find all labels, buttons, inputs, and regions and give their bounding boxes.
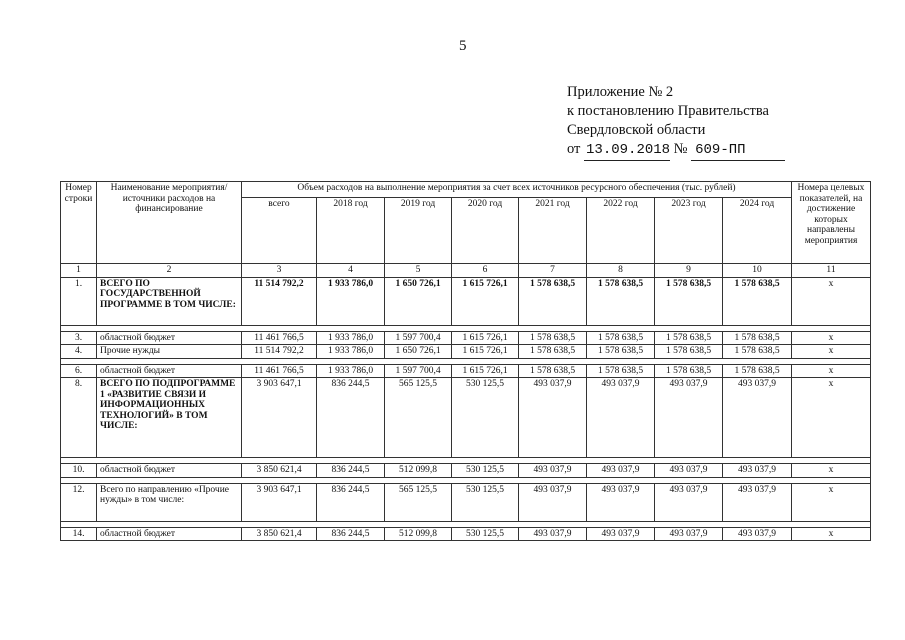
amount-cell: 512 099,8 <box>385 527 452 541</box>
amount-cell: 3 850 621,4 <box>242 464 317 478</box>
row-number-cell: 14. <box>61 527 97 541</box>
amount-cell: 1 597 700,4 <box>385 331 452 345</box>
header-volume: Объем расходов на выполнение мероприятия за счет всех источников ресурсного обеспечения (тыс. рублей) <box>242 182 792 198</box>
amount-cell: 3 903 647,1 <box>242 483 317 521</box>
header-year: 2021 год <box>519 198 587 264</box>
amount-cell: 493 037,9 <box>519 483 587 521</box>
column-number: 1 <box>61 264 97 278</box>
row-number-cell: 8. <box>61 378 97 458</box>
amount-cell: 493 037,9 <box>519 527 587 541</box>
amount-cell: 11 461 766,5 <box>242 364 317 378</box>
amount-cell: 11 514 792,2 <box>242 277 317 325</box>
table-row <box>61 345 871 359</box>
row-name-cell: областной бюджет <box>97 464 242 478</box>
amount-cell: 1 578 638,5 <box>519 331 587 345</box>
row-number-cell: 10. <box>61 464 97 478</box>
appendix-resolution: к постановлению Правительства <box>567 103 769 119</box>
header-row-top <box>61 182 871 198</box>
amount-cell: 11 514 792,2 <box>242 345 317 359</box>
amount-cell: 1 615 726,1 <box>452 277 519 325</box>
page-number: 5 <box>459 38 467 54</box>
row-name-cell: Прочие нужды <box>97 345 242 359</box>
indicator-cell: х <box>792 464 871 478</box>
row-number-cell: 3. <box>61 331 97 345</box>
amount-cell: 1 615 726,1 <box>452 364 519 378</box>
amount-cell: 493 037,9 <box>655 527 723 541</box>
column-number: 8 <box>587 264 655 278</box>
amount-cell: 565 125,5 <box>385 483 452 521</box>
column-number: 11 <box>792 264 871 278</box>
from-label: от <box>567 141 581 157</box>
amount-cell: 493 037,9 <box>587 527 655 541</box>
column-number: 5 <box>385 264 452 278</box>
appendix-region: Свердловской области <box>567 122 706 138</box>
amount-cell: 3 850 621,4 <box>242 527 317 541</box>
column-number: 3 <box>242 264 317 278</box>
amount-cell: 1 578 638,5 <box>723 331 792 345</box>
indicator-cell: х <box>792 331 871 345</box>
amount-cell: 836 244,5 <box>317 378 385 458</box>
column-number: 2 <box>97 264 242 278</box>
amount-cell: 1 933 786,0 <box>317 331 385 345</box>
header-year: 2018 год <box>317 198 385 264</box>
amount-cell: 1 578 638,5 <box>723 345 792 359</box>
indicator-cell: х <box>792 483 871 521</box>
amount-cell: 1 615 726,1 <box>452 331 519 345</box>
column-number: 6 <box>452 264 519 278</box>
indicator-cell: х <box>792 277 871 325</box>
row-name-cell: областной бюджет <box>97 364 242 378</box>
amount-cell: 836 244,5 <box>317 527 385 541</box>
amount-cell: 1 578 638,5 <box>587 345 655 359</box>
row-name-cell: областной бюджет <box>97 331 242 345</box>
appendix-date-line <box>567 140 785 161</box>
row-number-cell: 4. <box>61 345 97 359</box>
amount-cell: 1 578 638,5 <box>723 364 792 378</box>
amount-cell: 1 578 638,5 <box>655 331 723 345</box>
amount-cell: 530 125,5 <box>452 464 519 478</box>
amount-cell: 493 037,9 <box>723 483 792 521</box>
header-year: всего <box>242 198 317 264</box>
table-row <box>61 364 871 378</box>
amount-cell: 493 037,9 <box>655 378 723 458</box>
row-number-cell: 1. <box>61 277 97 325</box>
amount-cell: 530 125,5 <box>452 527 519 541</box>
budget-table <box>60 181 871 541</box>
header-year: 2023 год <box>655 198 723 264</box>
amount-cell: 1 578 638,5 <box>587 277 655 325</box>
indicator-cell: х <box>792 364 871 378</box>
row-name-cell: ВСЕГО ПО ГОСУДАРСТВЕННОЙ ПРОГРАММЕ В ТОМ ЧИСЛЕ: <box>97 277 242 325</box>
amount-cell: 493 037,9 <box>587 464 655 478</box>
amount-cell: 3 903 647,1 <box>242 378 317 458</box>
header-year: 2024 год <box>723 198 792 264</box>
amount-cell: 493 037,9 <box>655 464 723 478</box>
amount-cell: 565 125,5 <box>385 378 452 458</box>
amount-cell: 530 125,5 <box>452 483 519 521</box>
amount-cell: 493 037,9 <box>723 464 792 478</box>
header-year: 2020 год <box>452 198 519 264</box>
amount-cell: 1 578 638,5 <box>519 345 587 359</box>
row-name-cell: областной бюджет <box>97 527 242 541</box>
amount-cell: 1 933 786,0 <box>317 345 385 359</box>
resolution-number: 609-ПП <box>691 141 785 161</box>
amount-cell: 1 933 786,0 <box>317 364 385 378</box>
amount-cell: 1 650 726,1 <box>385 345 452 359</box>
amount-cell: 1 578 638,5 <box>655 277 723 325</box>
table-body <box>61 277 871 541</box>
row-number-cell: 12. <box>61 483 97 521</box>
header-row-no: Номер строки <box>61 182 97 264</box>
indicator-cell: х <box>792 345 871 359</box>
header-indicators: Номера целевых показателей, на достижение которых направлены мероприятия <box>792 182 871 264</box>
amount-cell: 530 125,5 <box>452 378 519 458</box>
header-name: Наименование мероприятия/ источники расходов на финансирование <box>97 182 242 264</box>
amount-cell: 493 037,9 <box>519 378 587 458</box>
amount-cell: 1 578 638,5 <box>587 331 655 345</box>
row-name-cell: Всего по направлению «Прочие нужды» в том числе: <box>97 483 242 521</box>
amount-cell: 1 578 638,5 <box>587 364 655 378</box>
amount-cell: 1 578 638,5 <box>519 364 587 378</box>
row-number-cell: 6. <box>61 364 97 378</box>
table-row <box>61 464 871 478</box>
amount-cell: 1 933 786,0 <box>317 277 385 325</box>
column-number-row <box>61 264 871 278</box>
indicator-cell: х <box>792 527 871 541</box>
amount-cell: 1 578 638,5 <box>723 277 792 325</box>
amount-cell: 1 650 726,1 <box>385 277 452 325</box>
amount-cell: 512 099,8 <box>385 464 452 478</box>
appendix-title: Приложение № 2 <box>567 84 674 100</box>
amount-cell: 1 578 638,5 <box>519 277 587 325</box>
appendix-block <box>567 83 785 161</box>
table-row <box>61 331 871 345</box>
amount-cell: 493 037,9 <box>655 483 723 521</box>
amount-cell: 493 037,9 <box>519 464 587 478</box>
amount-cell: 1 597 700,4 <box>385 364 452 378</box>
amount-cell: 493 037,9 <box>723 378 792 458</box>
column-number: 7 <box>519 264 587 278</box>
row-name-cell: ВСЕГО ПО ПОДПРОГРАММЕ 1 «РАЗВИТИЕ СВЯЗИ И ИНФОРМАЦИОННЫХ ТЕХНОЛОГИЙ» В ТОМ ЧИСЛЕ: <box>97 378 242 458</box>
table-row <box>61 378 871 458</box>
column-number: 10 <box>723 264 792 278</box>
amount-cell: 1 578 638,5 <box>655 345 723 359</box>
column-number: 4 <box>317 264 385 278</box>
amount-cell: 11 461 766,5 <box>242 331 317 345</box>
header-year: 2019 год <box>385 198 452 264</box>
number-label: № <box>673 141 688 157</box>
table-row <box>61 277 871 325</box>
column-number: 9 <box>655 264 723 278</box>
header-year: 2022 год <box>587 198 655 264</box>
amount-cell: 493 037,9 <box>587 483 655 521</box>
resolution-date: 13.09.2018 <box>584 141 670 161</box>
amount-cell: 836 244,5 <box>317 464 385 478</box>
amount-cell: 493 037,9 <box>587 378 655 458</box>
amount-cell: 1 615 726,1 <box>452 345 519 359</box>
amount-cell: 493 037,9 <box>723 527 792 541</box>
amount-cell: 1 578 638,5 <box>655 364 723 378</box>
table-row <box>61 527 871 541</box>
amount-cell: 836 244,5 <box>317 483 385 521</box>
table-row <box>61 483 871 521</box>
indicator-cell: х <box>792 378 871 458</box>
